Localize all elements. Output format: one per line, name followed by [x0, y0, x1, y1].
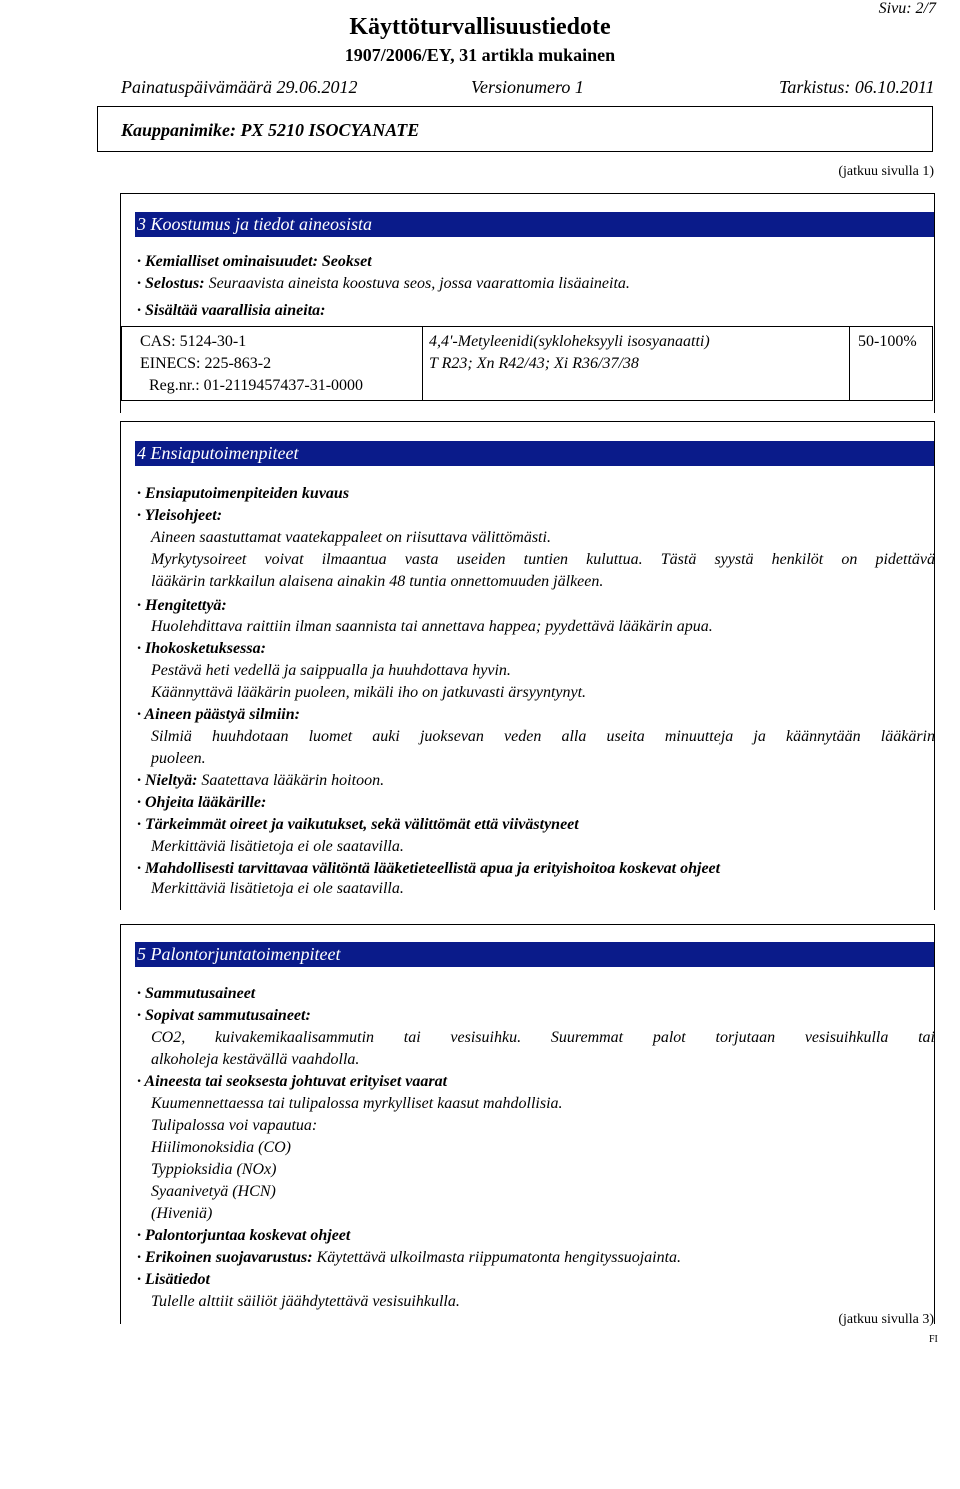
document-title: Käyttöturvallisuustiedote [349, 14, 611, 40]
section-3-heading: 3 Koostumus ja tiedot aineosista [135, 212, 934, 237]
symptoms-text-1: Myrkytysoireet voivat ilmaantua vasta useiden tuntien kuluttua. Tästä syystä henkilöt on pidettävä [151, 551, 935, 568]
hazard-product-co: Hiilimonoksidia (CO) [151, 1139, 291, 1156]
inhalation-label: · Hengitettyä: [137, 597, 227, 614]
extinguishing-media-label: · Sammutusaineet [137, 985, 256, 1002]
component-classification: T R23; Xn R42/43; Xi R36/37/38 [429, 355, 639, 372]
section-5-heading: 5 Palontorjuntatoimenpiteet [135, 942, 934, 967]
continued-from: (jatkuu sivulla 1) [838, 164, 934, 179]
physician-notes-label: · Ohjeita lääkärille: [137, 794, 267, 811]
component-name: 4,4'-Metyleenidi(sykloheksyyli isosyanaatti) [429, 333, 710, 350]
medical-attention-text: Merkittäviä lisätietoja ei ole saatavilla. [151, 880, 404, 897]
general-notes-text: Aineen saastuttamat vaatekappaleet on riisuttava välittömästi. [151, 529, 551, 546]
continued-to: (jatkuu sivulla 3) [838, 1312, 934, 1327]
hazard-product-hcn: Syaanivetyä (HCN) [151, 1183, 276, 1200]
suitable-media-text-2: alkoholeja kestävällä vaahdolla. [151, 1051, 360, 1068]
cas-number: CAS: 5124-30-1 [140, 333, 247, 350]
protective-equipment-text: Käytettävä ulkoilmasta riippumatonta hengityssuojainta. [312, 1249, 682, 1266]
suitable-media-text-1: CO2, kuivakemikaalisammutin tai vesisuihku. Suuremmat palot torjutaan vesisuihkulla tai [151, 1029, 935, 1046]
registration-number: Reg.nr.: 01-2119457437-31-0000 [149, 377, 364, 394]
page-number: Sivu: 2/7 [878, 0, 936, 17]
medical-attention-label: · Mahdollisesti tarvittavaa välitöntä lääketieteellistä apua ja erityishoitoa koskevat ohjeet [137, 860, 721, 877]
protective-equipment-label: · Erikoinen suojavarustus: [137, 1249, 313, 1266]
special-hazards-text-1: Kuumennettaessa tai tulipalossa myrkylliset kaasut mahdollisia. [151, 1095, 563, 1112]
language-code: FI [929, 1334, 938, 1345]
hazard-product-traces: (Hiveniä) [151, 1205, 213, 1222]
general-notes-label: · Yleisohjeet: [137, 507, 223, 524]
eye-contact-label: · Aineen päästyä silmiin: [137, 706, 300, 723]
product-name: Kauppanimike: PX 5210 ISOCYANATE [121, 120, 420, 140]
component-concentration: 50-100% [858, 333, 917, 350]
symptoms-effects-text: Merkittäviä lisätietoja ei ole saatavilla. [151, 838, 404, 855]
section-4-heading: 4 Ensiaputoimenpiteet [135, 441, 934, 466]
skin-contact-text-2: Käännyttävä lääkärin puoleen, mikäli iho on jatkuvasti ärsyyntynyt. [151, 684, 587, 701]
symptoms-text-2: lääkärin tarkkailun alaisena ainakin 48 tuntia onnettomuuden jälkeen. [151, 573, 604, 590]
symptoms-effects-label: · Tärkeimmät oireet ja vaikutukset, sekä välittömät että viivästyneet [137, 816, 579, 833]
special-hazards-text-2: Tulipalossa voi vapautua: [151, 1117, 318, 1134]
ingestion-line [137, 772, 384, 790]
ingestion-label: · Nieltyä: [137, 772, 198, 789]
hazardous-label: · Sisältää vaarallisia aineita: [137, 302, 326, 319]
skin-contact-label: · Ihokosketuksessa: [137, 640, 266, 657]
chemical-characterization [137, 253, 372, 271]
suitable-media-label: · Sopivat sammutusaineet: [137, 1007, 311, 1024]
additional-info-text: Tulelle alttiit säiliöt jäähdytettävä vesisuihkulla. [151, 1293, 460, 1310]
document-subtitle: 1907/2006/EY, 31 artikla mukainen [344, 45, 616, 65]
table-divider [422, 327, 423, 400]
revision-date: Tarkistus: 06.10.2011 [779, 77, 935, 97]
first-aid-description: · Ensiaputoimenpiteiden kuvaus [137, 485, 350, 502]
description-line [137, 275, 630, 293]
skin-contact-text-1: Pestävä heti vedellä ja saippualla ja huuhdottava hyvin. [151, 662, 511, 679]
description-label: · Selostus: [137, 275, 205, 292]
inhalation-text: Huolehdittava raittiin ilman saannista tai annettava happea; pyydettävä lääkärin apua. [151, 618, 713, 635]
special-hazards-label: · Aineesta tai seoksesta johtuvat erityiset vaarat [137, 1073, 448, 1090]
eye-contact-text-2: puoleen. [151, 750, 206, 767]
chemical-label: · Kemialliset ominaisuudet: Seokset [137, 253, 372, 270]
additional-info-label: · Lisätiedot [137, 1271, 210, 1288]
einecs-number: EINECS: 225-863-2 [140, 355, 272, 372]
component-table [121, 326, 933, 401]
eye-contact-text-1: Silmiä huuhdotaan luomet auki juoksevan veden alla useita minuutteja ja käännytään lääkärin [151, 728, 935, 745]
hazard-product-nox: Typpioksidia (NOx) [151, 1161, 277, 1178]
ingestion-text: Saatettava lääkärin hoitoon. [197, 772, 385, 789]
firefighting-advice-label: · Palontorjuntaa koskevat ohjeet [137, 1227, 351, 1244]
table-divider [849, 327, 850, 400]
print-date: Painatuspäivämäärä 29.06.2012 [121, 77, 358, 97]
protective-equipment-line [137, 1249, 681, 1267]
version-number: Versionumero 1 [471, 77, 584, 97]
description-text: Seuraavista aineista koostuva seos, jossa vaarattomia lisäaineita. [204, 275, 630, 292]
